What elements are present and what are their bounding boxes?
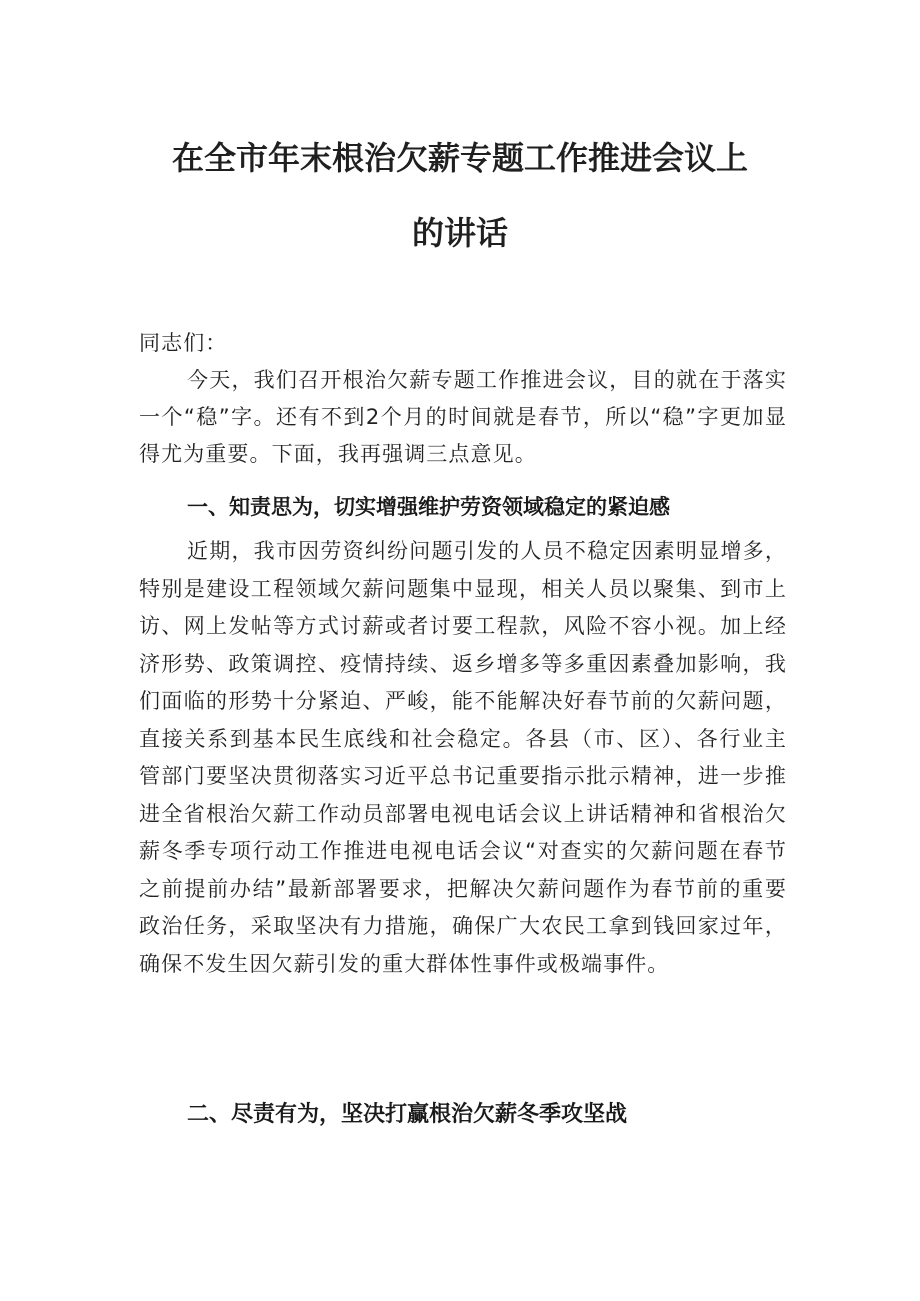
- intro-paragraph: 今天，我们召开根治欠薪专题工作推进会议，目的就在于落实一个“稳”字。还有不到2个月的时间就是春节，所以“稳”字更加显得尤为重要。下面，我再强调三点意见。: [139, 368, 787, 466]
- section-1-paragraph: 近期，我市因劳资纠纷问题引发的人员不稳定因素明显增多，特别是建设工程领域欠薪问题集中显现，相关人员以聚集、到市上访、网上发帖等方式讨薪或者讨要工程款，风险不容小视。加上经济形势、政策调控、疫情持续、返乡增多等多重因素叠加影响，我们面临的形势十分紧迫、严峻，能不能解决好春节前的欠薪问题，直接关系到基本民生底线和社会稳定。各县（市、区）、各行业主管部门要坚决贯彻落实习近平总书记重要指示批示精神，进一步推进全省根治欠薪工作动员部署电视电话会议上讲话精神和省根治欠薪冬季专项行动工作推进电视电话会议“对查实的欠薪问题在春节之前提前办结”最新部署要求，把解决欠薪问题作为春节前的重要政治任务，采取坚决有力措施，确保广大农民工拿到钱回家过年，确保不发生因欠薪引发的重大群体性事件或极端事件。: [139, 539, 787, 976]
- document-title-line-2: 的讲话: [411, 214, 508, 252]
- salutation: 同志们：: [139, 331, 228, 355]
- document-title-line-1: 在全市年末根治欠薪专题工作推进会议上: [171, 139, 748, 177]
- section-1-heading: 一、知责思为，切实增强维护劳资领域稳定的紧迫感: [187, 495, 670, 519]
- section-2-heading: 二、尽责有为，坚决打赢根治欠薪冬季攻坚战: [187, 1102, 628, 1127]
